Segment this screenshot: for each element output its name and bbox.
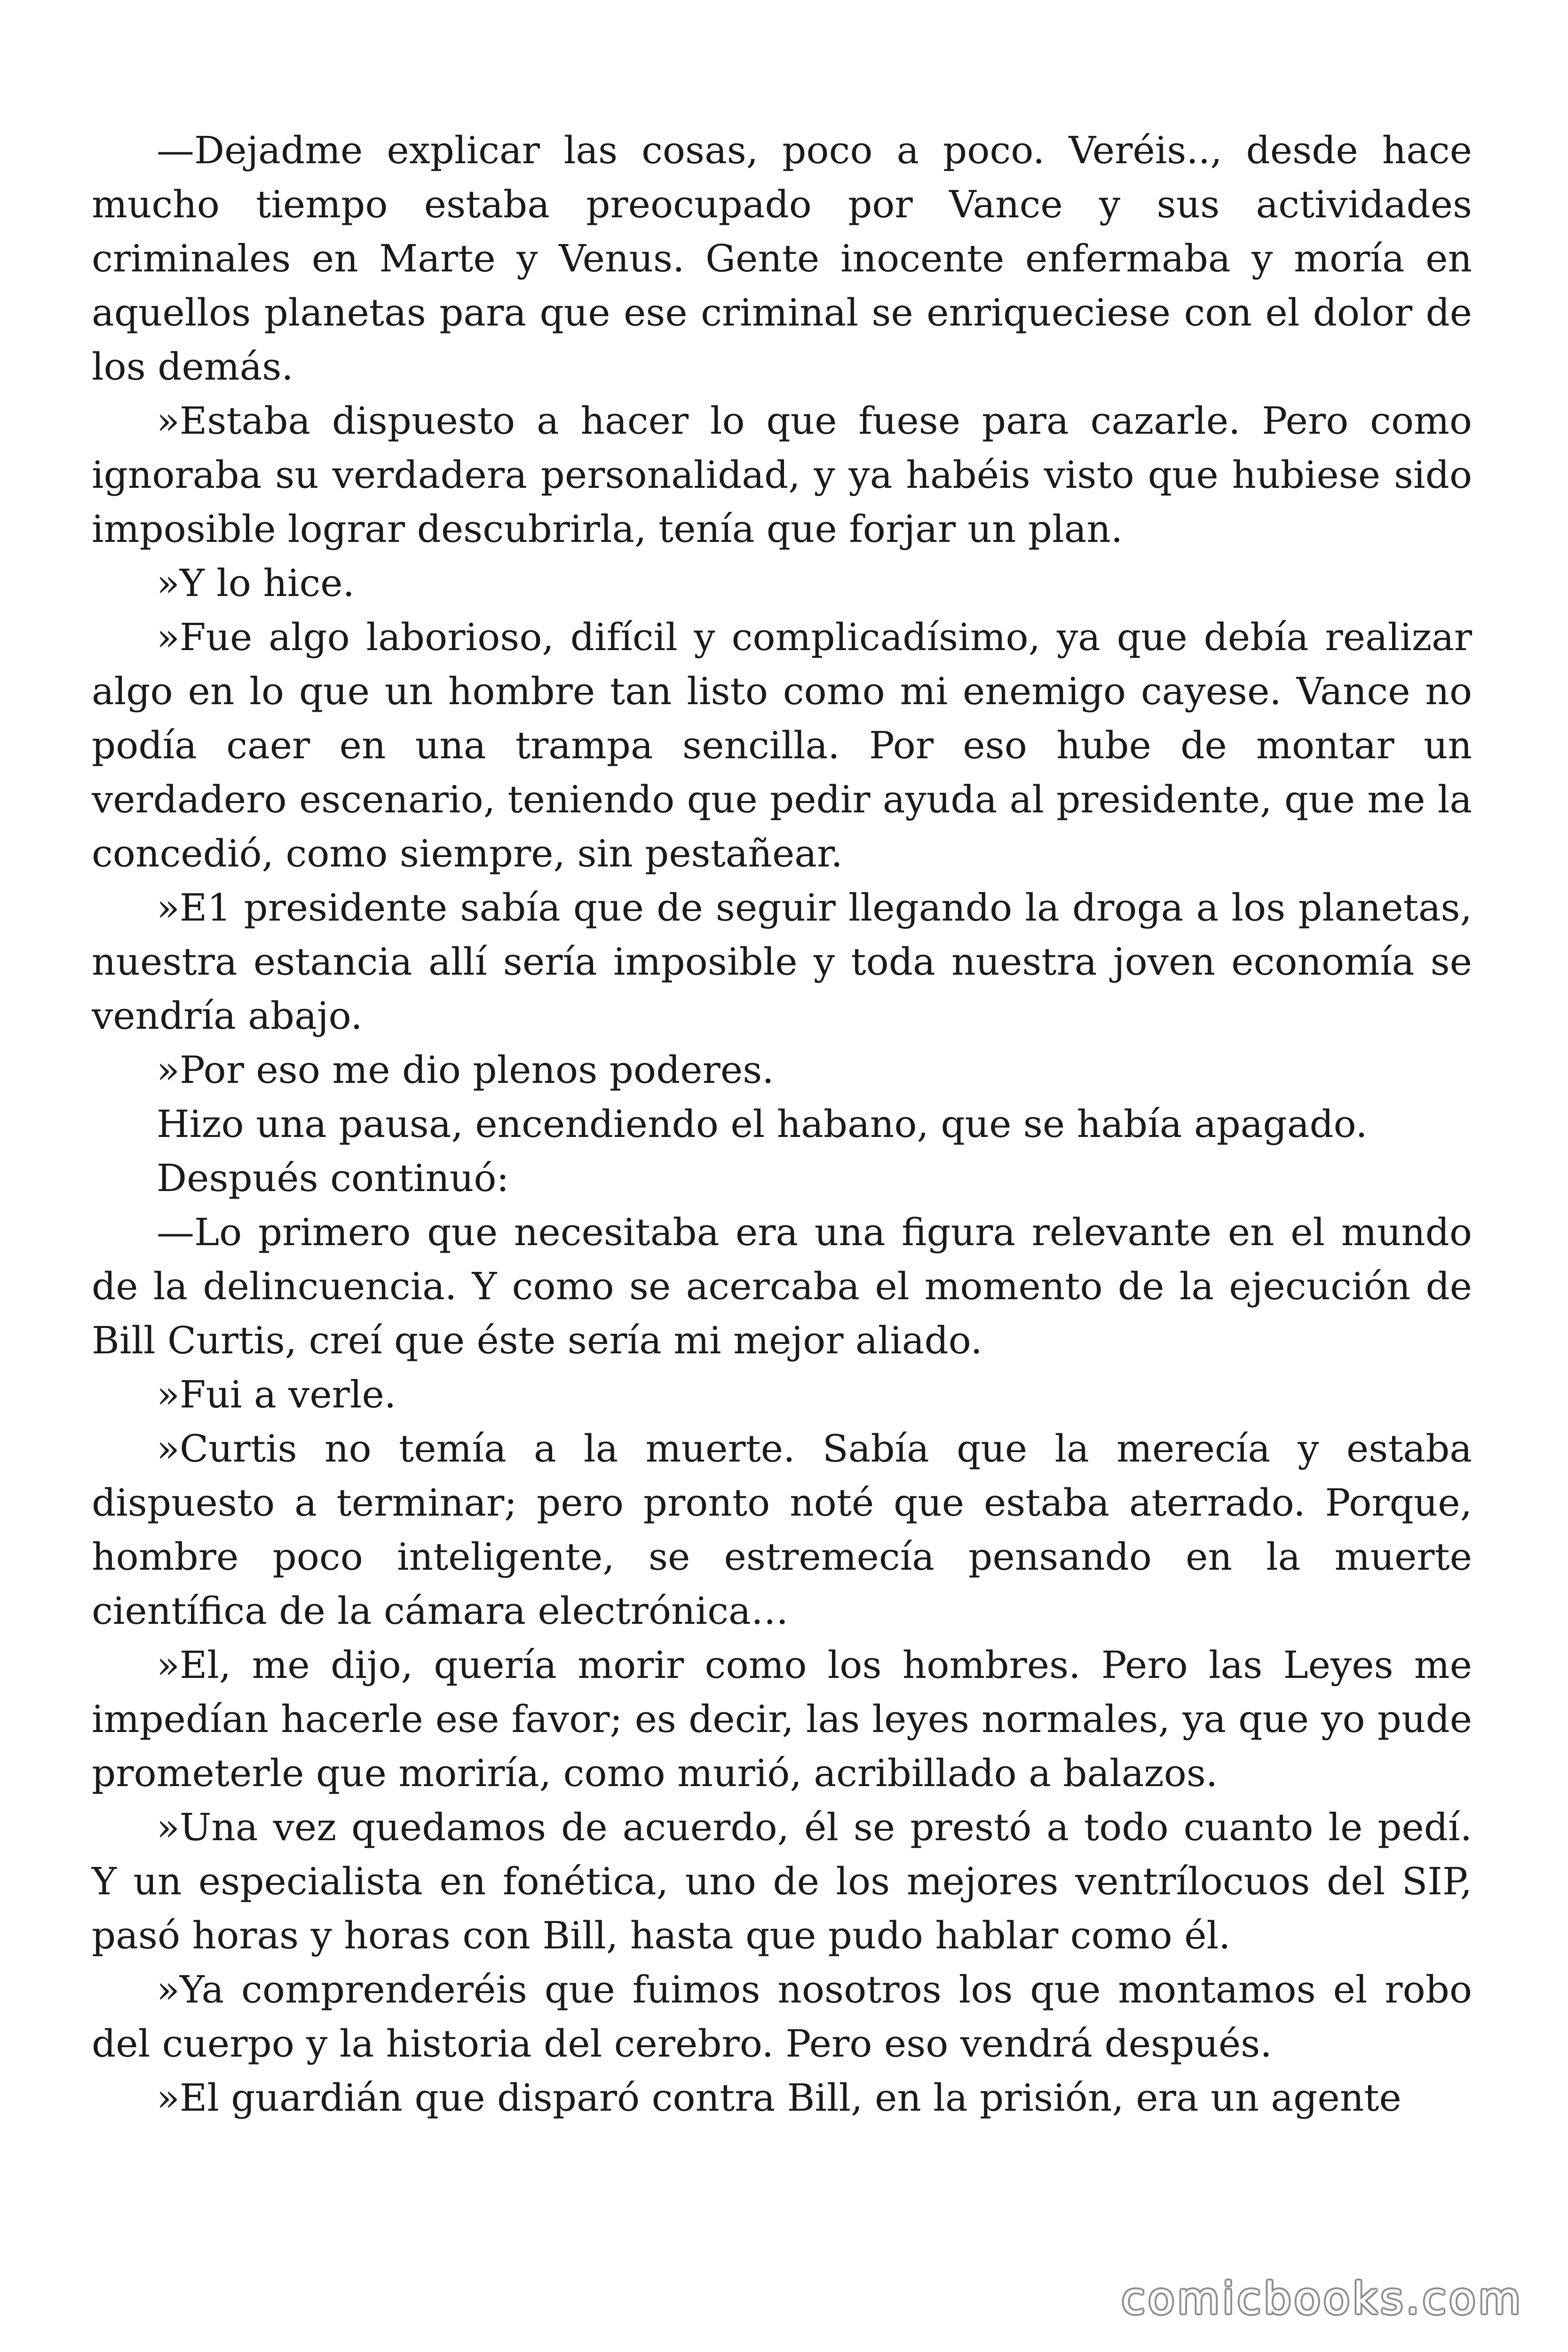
paragraph-10: »Fui a verle. [157, 1373, 396, 1416]
paragraph-11: »Curtis no temía a la muerte. Sabía que la merecía y estaba dispuesto a terminar; pero pronto noté que estaba aterrado. Porque, hombre poco inteligente, se estremecía pensando en la muerte científica de la cámara electrónica… [92, 1427, 1472, 1633]
paragraph-12: »El, me dijo, quería morir como los hombres. Pero las Leyes me impedían hacerle ese favor; es decir, las leyes normales, ya que yo pude prometerle que moriría, como murió, acribillado a balazos. [92, 1643, 1472, 1795]
paragraph-1: —Dejadme explicar las cosas, poco a poco. Veréis.., desde hace mucho tiempo estaba preocupado por Vance y sus actividades criminales en Marte y Venus. Gente inocente enfermaba y moría en aquellos planetas para que ese criminal se enriqueciese con el dolor de los demás. [92, 128, 1472, 389]
paragraph-14: »Ya comprenderéis que fuimos nosotros los que montamos el robo del cuerpo y la historia del cerebro. Pero eso vendrá después. [92, 1968, 1472, 2066]
watermark: comicbooks.com [1121, 2273, 1523, 2324]
paragraph-6: »Por eso me dio plenos poderes. [157, 1048, 774, 1092]
document-body [92, 123, 1472, 2125]
paragraph-2: »Estaba dispuesto a hacer lo que fuese para cazarle. Pero como ignoraba su verdadera personalidad, y ya habéis visto que hubiese sido imposible lograr descubrirla, tenía que forjar un plan. [92, 399, 1472, 551]
paragraph-7: Hizo una pausa, encendiendo el habano, que se había apagado. [157, 1102, 1368, 1146]
paragraph-9: —Lo primero que necesitaba era una figura relevante en el mundo de la delincuencia. Y como se acercaba el momento de la ejecución de Bill Curtis, creí que éste sería mi mejor aliado. [92, 1210, 1472, 1362]
paragraph-5: »E1 presidente sabía que de seguir llegando la droga a los planetas, nuestra estancia allí sería imposible y toda nuestra joven economía se vendría abajo. [92, 886, 1472, 1038]
paragraph-8: Después continuó: [157, 1156, 509, 1200]
paragraph-4: »Fue algo laborioso, difícil y complicadísimo, ya que debía realizar algo en lo que un hombre tan listo como mi enemigo cayese. Vance no podía caer en una trampa sencilla. Por eso hube de montar un verdadero escenario, teniendo que pedir ayuda al presidente, que me la concedió, como siempre, sin pestañear. [92, 615, 1472, 875]
paragraph-15: »El guardián que disparó contra Bill, en la prisión, era un agente [157, 2076, 1402, 2120]
paragraph-13: »Una vez quedamos de acuerdo, él se prestó a todo cuanto le pedí. Y un especialista en fonética, uno de los mejores ventrílocuos del SIP, pasó horas y horas con Bill, hasta que pudo hablar como él. [92, 1805, 1472, 1957]
paragraph-3: »Y lo hice. [157, 561, 355, 605]
